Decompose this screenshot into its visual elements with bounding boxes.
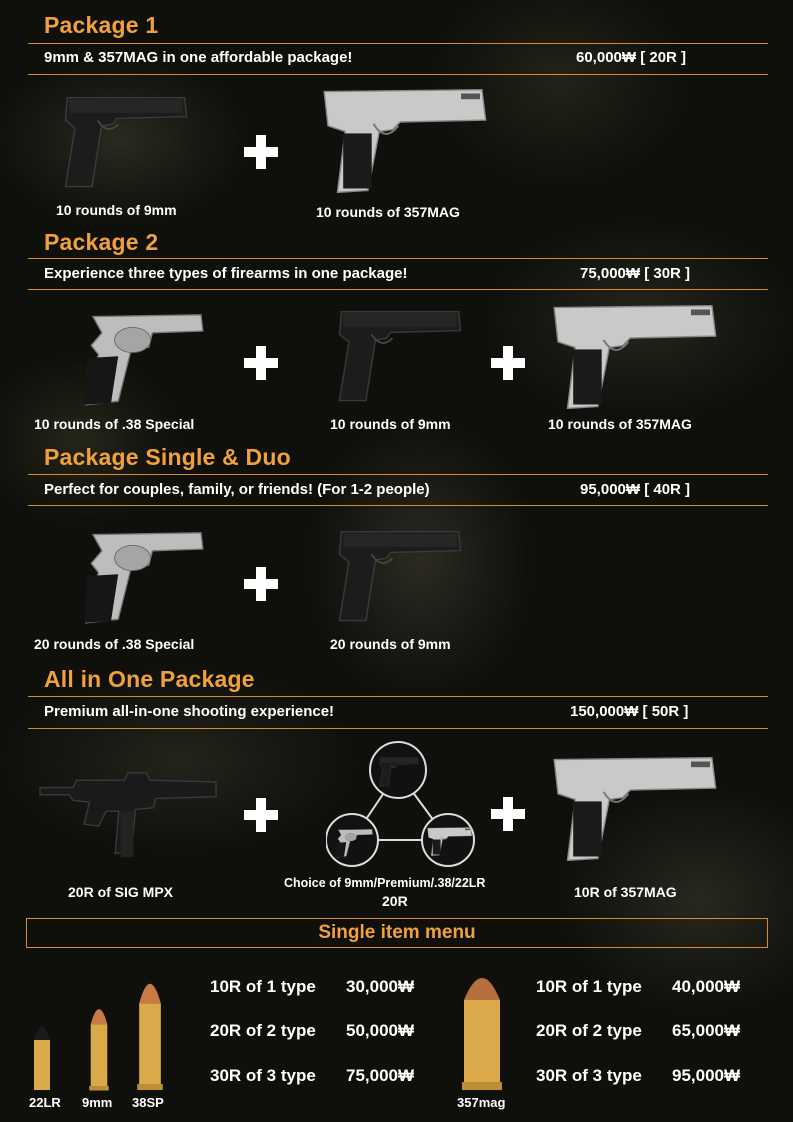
desert-eagle-image: [318, 84, 490, 198]
bullet-357mag-icon: [460, 956, 504, 1092]
single-menu-title: Single item menu: [26, 918, 768, 948]
left-menu-row-2-label: 20R of 2 type: [210, 1021, 316, 1040]
plus-icon: [244, 567, 278, 601]
package-2-price: 75,000₩ [ 30R ]: [580, 265, 691, 282]
desert-eagle-image: [548, 752, 720, 866]
left-menu-row-3-label: 30R of 3 type: [210, 1066, 316, 1085]
package-4-item-3-caption: 20R: [382, 893, 408, 909]
divider: [28, 289, 768, 290]
package-3-price: 95,000₩ [ 40R ]: [580, 481, 691, 498]
package-4-price: 150,000₩ [ 50R ]: [570, 703, 689, 720]
divider: [28, 258, 768, 259]
divider: [28, 474, 768, 475]
plus-icon: [244, 346, 278, 380]
package-1-subtitle: 9mm & 357MAG in one affordable package!: [44, 49, 353, 66]
package-4-item-1-caption: 20R of SIG MPX: [68, 884, 174, 900]
plus-icon: [244, 135, 278, 169]
choice-triangle-diagram: [326, 738, 476, 870]
divider: [28, 74, 768, 75]
bullet-9mm-icon: [84, 994, 114, 1092]
divider: [28, 696, 768, 697]
left-menu-row-2-price: 50,000₩: [346, 1021, 415, 1040]
right-menu-row-2-price: 65,000₩: [672, 1021, 741, 1040]
package-2-item-1-caption: 10 rounds of .38 Special: [34, 416, 195, 432]
bullet-22lr-icon: [30, 1010, 54, 1092]
package-2-subtitle: Experience three types of firearms in one package!: [44, 265, 408, 282]
revolver-image: [60, 522, 216, 630]
ammo-label-357mag: 357mag: [457, 1095, 506, 1110]
right-menu-row-2-label: 20R of 2 type: [536, 1021, 642, 1040]
right-menu-row-3-label: 30R of 3 type: [536, 1066, 642, 1085]
glock-pistol-image: [56, 92, 196, 196]
package-2-item-2-caption: 10 rounds of 9mm: [330, 416, 451, 432]
ammo-label-22lr: 22LR: [29, 1095, 61, 1110]
left-menu-row-1-label: 10R of 1 type: [210, 977, 316, 996]
divider: [28, 43, 768, 44]
package-1-title: Package 1: [44, 12, 159, 38]
left-menu-row-1-price: 30,000₩: [346, 977, 415, 996]
divider: [28, 505, 768, 506]
ammo-label-9mm: 9mm: [82, 1095, 113, 1110]
bullet-38sp-icon: [134, 964, 166, 1092]
package-4-title: All in One Package: [44, 666, 255, 692]
left-menu-row-3-price: 75,000₩: [346, 1066, 415, 1085]
package-3-title: Package Single & Duo: [44, 444, 291, 470]
package-1-item-2-caption: 10 rounds of 357MAG: [316, 204, 460, 220]
right-menu-row-1-price: 40,000₩: [672, 977, 741, 996]
package-2-item-3-caption: 10 rounds of 357MAG: [548, 416, 692, 432]
desert-eagle-image: [548, 300, 720, 414]
divider: [28, 728, 768, 729]
plus-icon: [491, 346, 525, 380]
plus-icon: [244, 798, 278, 832]
right-menu-row-1-label: 10R of 1 type: [536, 977, 642, 996]
package-4-item-2-caption: Choice of 9mm/Premium/.38/22LR: [284, 876, 486, 890]
package-2-title: Package 2: [44, 229, 159, 255]
package-3-item-2-caption: 20 rounds of 9mm: [330, 636, 451, 652]
package-1-item-1-caption: 10 rounds of 9mm: [56, 202, 177, 218]
ammo-label-38sp: 38SP: [132, 1095, 164, 1110]
package-4-item-4-caption: 10R of 357MAG: [574, 884, 677, 900]
package-1-price: 60,000₩ [ 20R ]: [576, 49, 687, 66]
package-3-item-1-caption: 20 rounds of .38 Special: [34, 636, 195, 652]
sig-mpx-image: [30, 760, 226, 870]
right-menu-row-3-price: 95,000₩: [672, 1066, 741, 1085]
plus-icon: [491, 797, 525, 831]
package-4-subtitle: Premium all-in-one shooting experience!: [44, 703, 335, 720]
revolver-image: [60, 304, 216, 412]
glock-pistol-image: [330, 526, 470, 630]
package-3-subtitle: Perfect for couples, family, or friends! (For 1-2 people): [44, 481, 430, 498]
glock-pistol-image: [330, 306, 470, 410]
